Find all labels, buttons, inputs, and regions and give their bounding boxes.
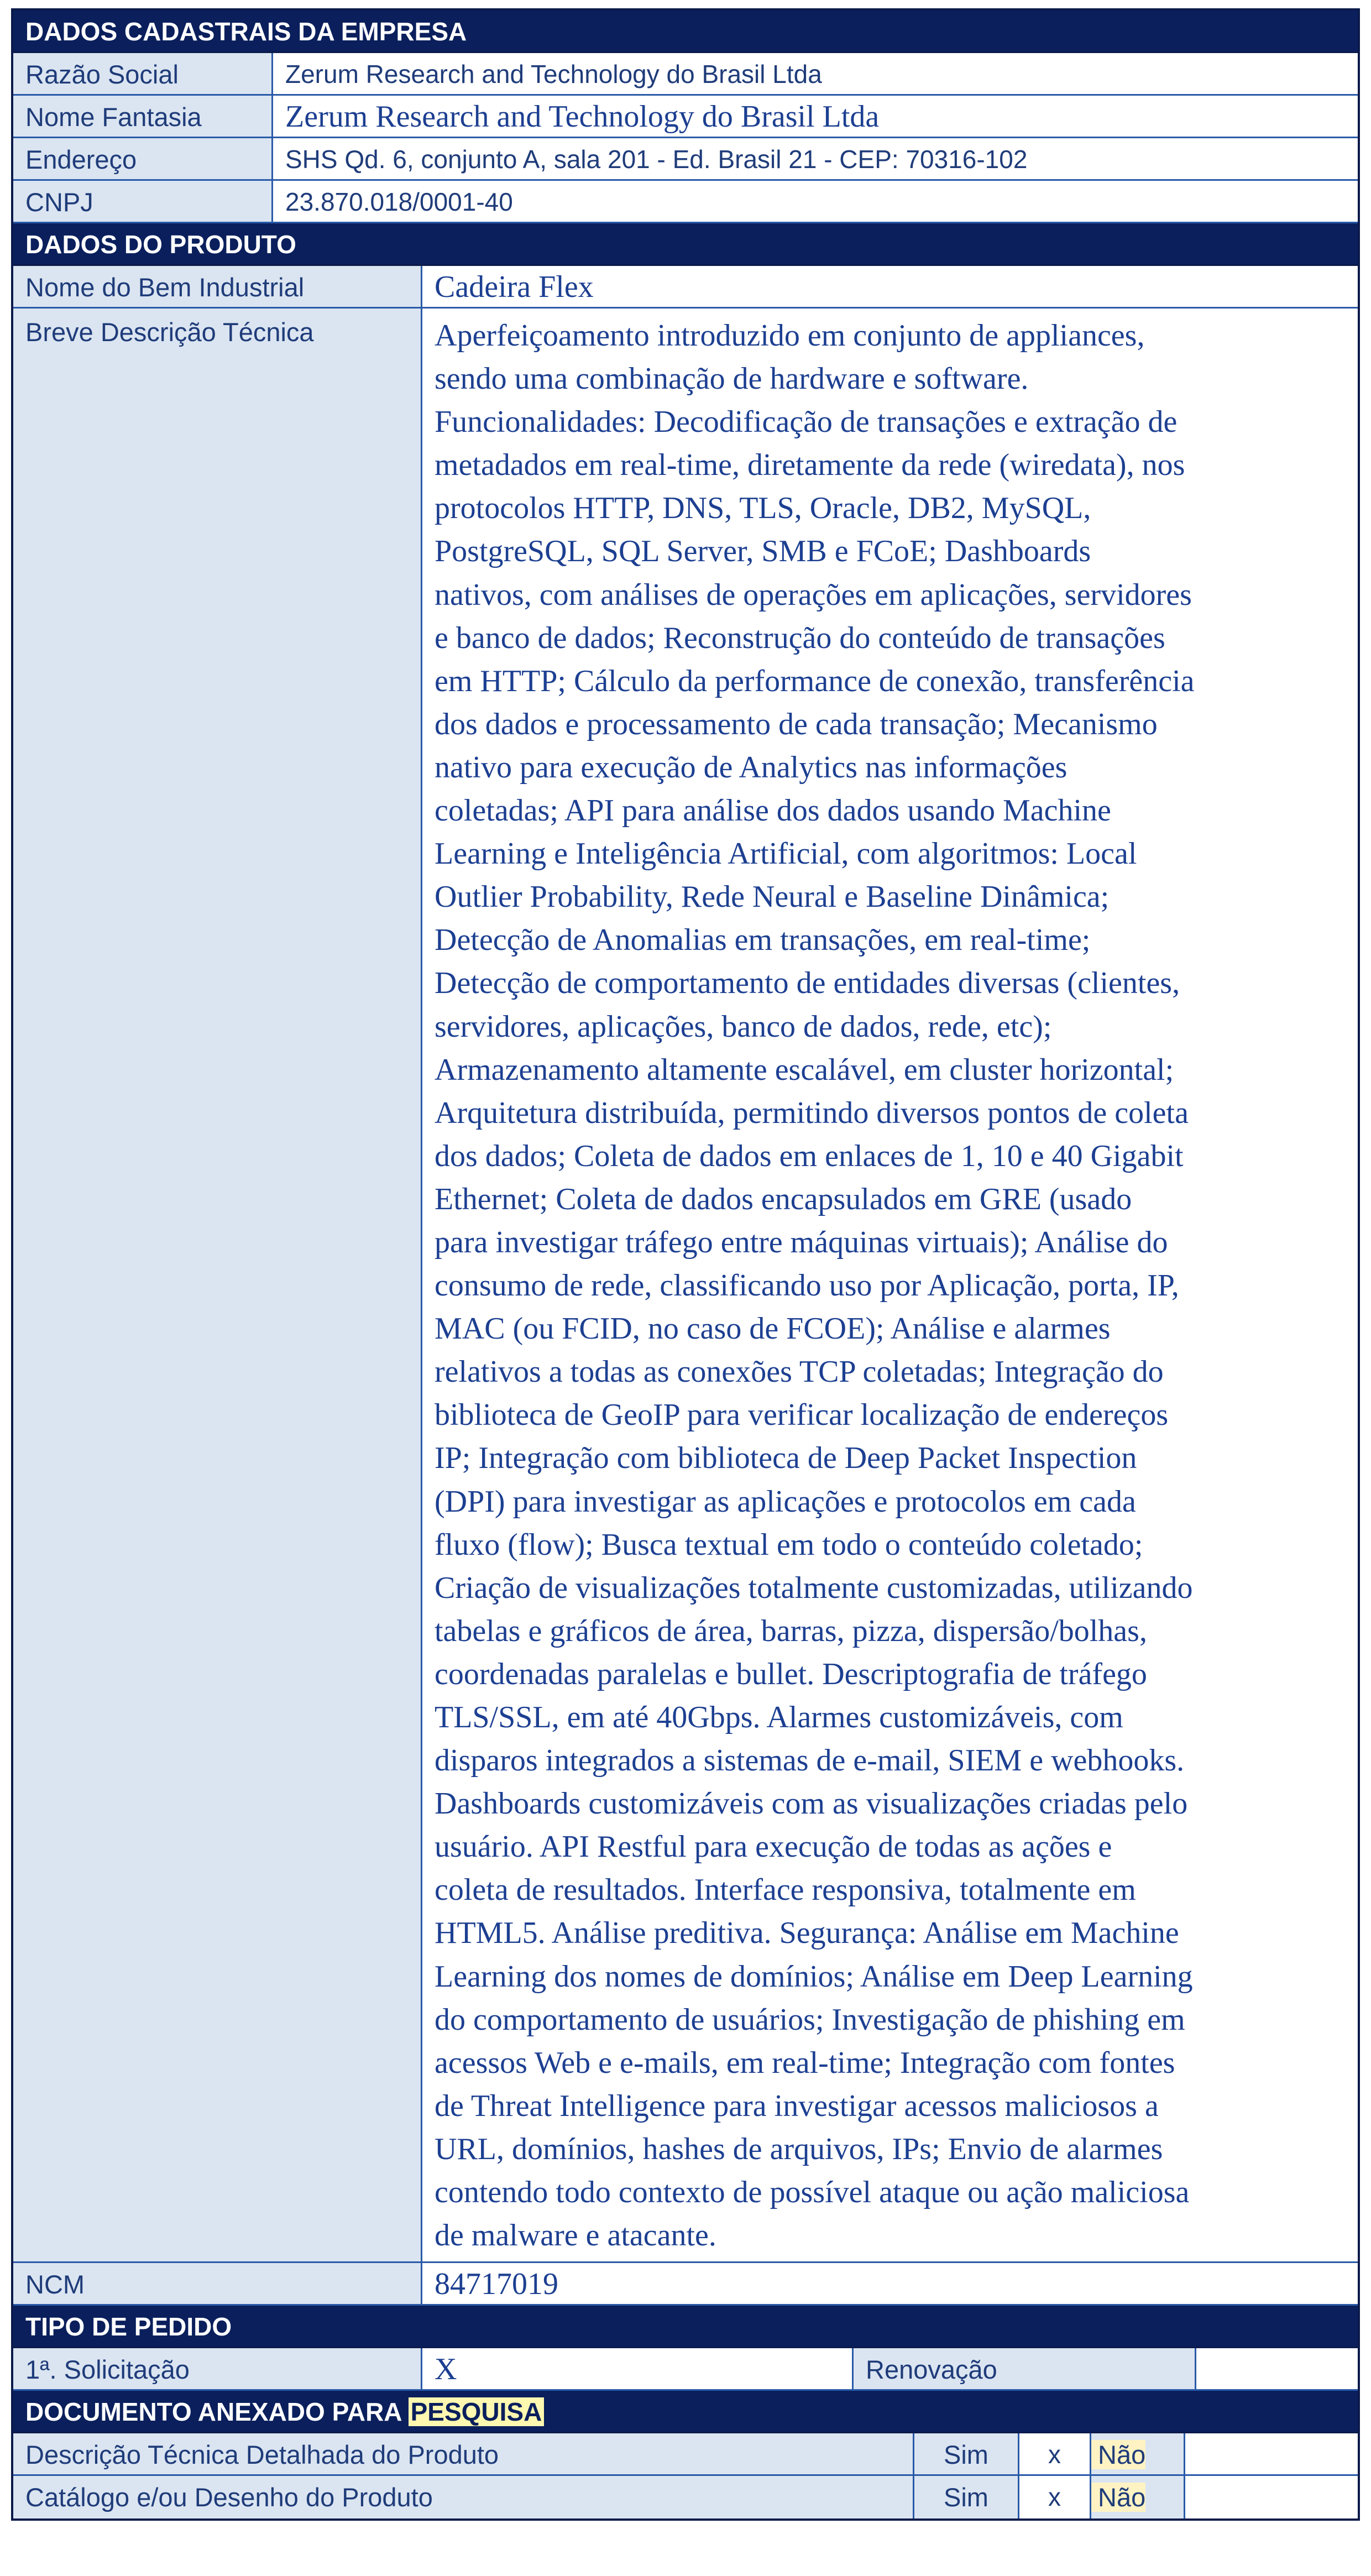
cnpj-label: CNPJ: [13, 181, 273, 223]
attachment-section-header: [13, 2391, 1358, 2433]
razao-social-label: Razão Social: [13, 53, 273, 96]
nome-bem-row: [13, 266, 1358, 309]
nome-fantasia-row: [13, 96, 1358, 138]
renovacao-mark[interactable]: [1196, 2348, 1358, 2391]
request-type-header: TIPO DE PEDIDO: [13, 2306, 1358, 2348]
attachment-row-label: Descrição Técnica Detalhada do Produto: [13, 2433, 914, 2476]
descricao-label: Breve Descrição Técnica: [13, 309, 422, 2263]
sim-mark[interactable]: x: [1019, 2476, 1091, 2518]
descricao-row: [13, 309, 1358, 2263]
attachment-row: [13, 2433, 1358, 2476]
nao-label: Não: [1091, 2440, 1145, 2469]
primeira-solicitacao-label: 1ª. Solicitação: [13, 2348, 422, 2391]
sim-mark[interactable]: x: [1019, 2433, 1091, 2476]
request-type-row: [13, 2348, 1358, 2391]
nao-mark[interactable]: [1185, 2433, 1358, 2476]
sim-label: Sim: [914, 2433, 1019, 2476]
renovacao-label: Renovação: [854, 2348, 1196, 2391]
attachment-row-label: Catálogo e/ou Desenho do Produto: [13, 2476, 914, 2518]
nao-mark[interactable]: [1185, 2476, 1358, 2518]
ncm-value: 84717019: [422, 2263, 1358, 2306]
nome-fantasia-label: Nome Fantasia: [13, 96, 273, 138]
nome-bem-value: Cadeira Flex: [422, 266, 1358, 309]
company-section-header: DADOS CADASTRAIS DA EMPRESA: [13, 11, 1358, 53]
endereco-row: [13, 138, 1358, 181]
attachment-header-highlight: PESQUISA: [409, 2397, 545, 2426]
attachment-row: [13, 2476, 1358, 2518]
endereco-label: Endereço: [13, 138, 273, 181]
cnpj-value: 23.870.018/0001-40: [273, 181, 1358, 223]
primeira-solicitacao-mark[interactable]: X: [422, 2348, 854, 2391]
product-registration-form: [11, 8, 1360, 2521]
ncm-label: NCM: [13, 2263, 422, 2306]
endereco-value: SHS Qd. 6, conjunto A, sala 201 - Ed. Brasil 21 - CEP: 70316-102: [273, 138, 1358, 181]
ncm-row: [13, 2263, 1358, 2306]
cnpj-row: [13, 181, 1358, 223]
sim-label: Sim: [914, 2476, 1019, 2518]
nao-label: Não: [1091, 2483, 1145, 2512]
attachment-header-text: DOCUMENTO ANEXADO PARA: [25, 2397, 409, 2427]
nome-fantasia-value: Zerum Research and Technology do Brasil Ltda: [273, 96, 1358, 138]
razao-social-value: Zerum Research and Technology do Brasil Ltda: [273, 53, 1358, 96]
nome-bem-label: Nome do Bem Industrial: [13, 266, 422, 309]
product-section-header: DADOS DO PRODUTO: [13, 223, 1358, 266]
nao-label-cell: [1091, 2476, 1185, 2518]
descricao-value: Aperfeiçoamento introduzido em conjunto de appliances, sendo uma combinação de hardware e software. Funcionalidades: Decodificação de transações e extração de metadados em real-time, diretamente da rede (wiredata), nos protocolos HTTP, DNS, TLS, Oracle, DB2, MySQL, PostgreSQL, SQL Server, SMB e FCoE; Dashboards nativos, com análises de operações em aplicações, servidores e banco de dados; Reconstrução do conteúdo de transações em HTTP; Cálculo da performance de conexão, transferência dos dados e processamento de cada transação; Mecanismo nativo para execução de Analytics nas informações coletadas; API para análise dos dados usando Machine Learning e Inteligência Artificial, com algoritmos: Local Outlier Probability, Rede Neural e Baseline Dinâmica; Detecção de Anomalias em transações, em real-time; Detecção de comportamento de entidades diversas (clientes, servidores, aplicações, banco de dados, rede, etc); Armazenamento altamente escalável, em cluster horizontal; Arquitetura distribuída, permitindo diversos pontos de coleta dos dados; Coleta de dados em enlaces de 1, 10 e 40 Gigabit Ethernet; Coleta de dados encapsulados em GRE (usado para investigar tráfego entre máquinas virtuais); Análise do consumo de rede, classificando uso por Aplicação, porta, IP, MAC (ou FCID, no caso de FCOE); Análise e alarmes relativos a todas as conexões TCP coletadas; Integração do biblioteca de GeoIP para verificar localização de endereços IP; Integração com biblioteca de Deep Packet Inspection (DPI) para investigar as aplicações e protocolos em cada fluxo (flow); Busca textual em todo o conteúdo coletado; Criação de visualizações totalmente customizadas, utilizando tabelas e gráficos de área, barras, pizza, dispersão/bolhas, coordenadas paralelas e bullet. Descriptografia de tráfego TLS/SSL, em até 40Gbps. Alarmes customizáveis, com disparos integrados a sistemas de e-mail, SIEM e webhooks. Dashboards customizáveis com as visualizações criadas pelo usuário. API Restful para execução de todas as ações e coleta de resultados. Interface responsiva, totalmente em HTML5. Análise preditiva. Segurança: Análise em Machine Learning dos nomes de domínios; Análise em Deep Learning do comportamento de usuários; Investigação de phishing em acessos Web e e-mails, em real-time; Integração com fontes de Threat Intelligence para investigar acessos maliciosos a URL, domínios, hashes de arquivos, IPs; Envio de alarmes contendo todo contexto de possível ataque ou ação maliciosa de malware e atacante.: [422, 309, 1358, 2263]
razao-social-row: [13, 53, 1358, 96]
nao-label-cell: [1091, 2433, 1185, 2476]
